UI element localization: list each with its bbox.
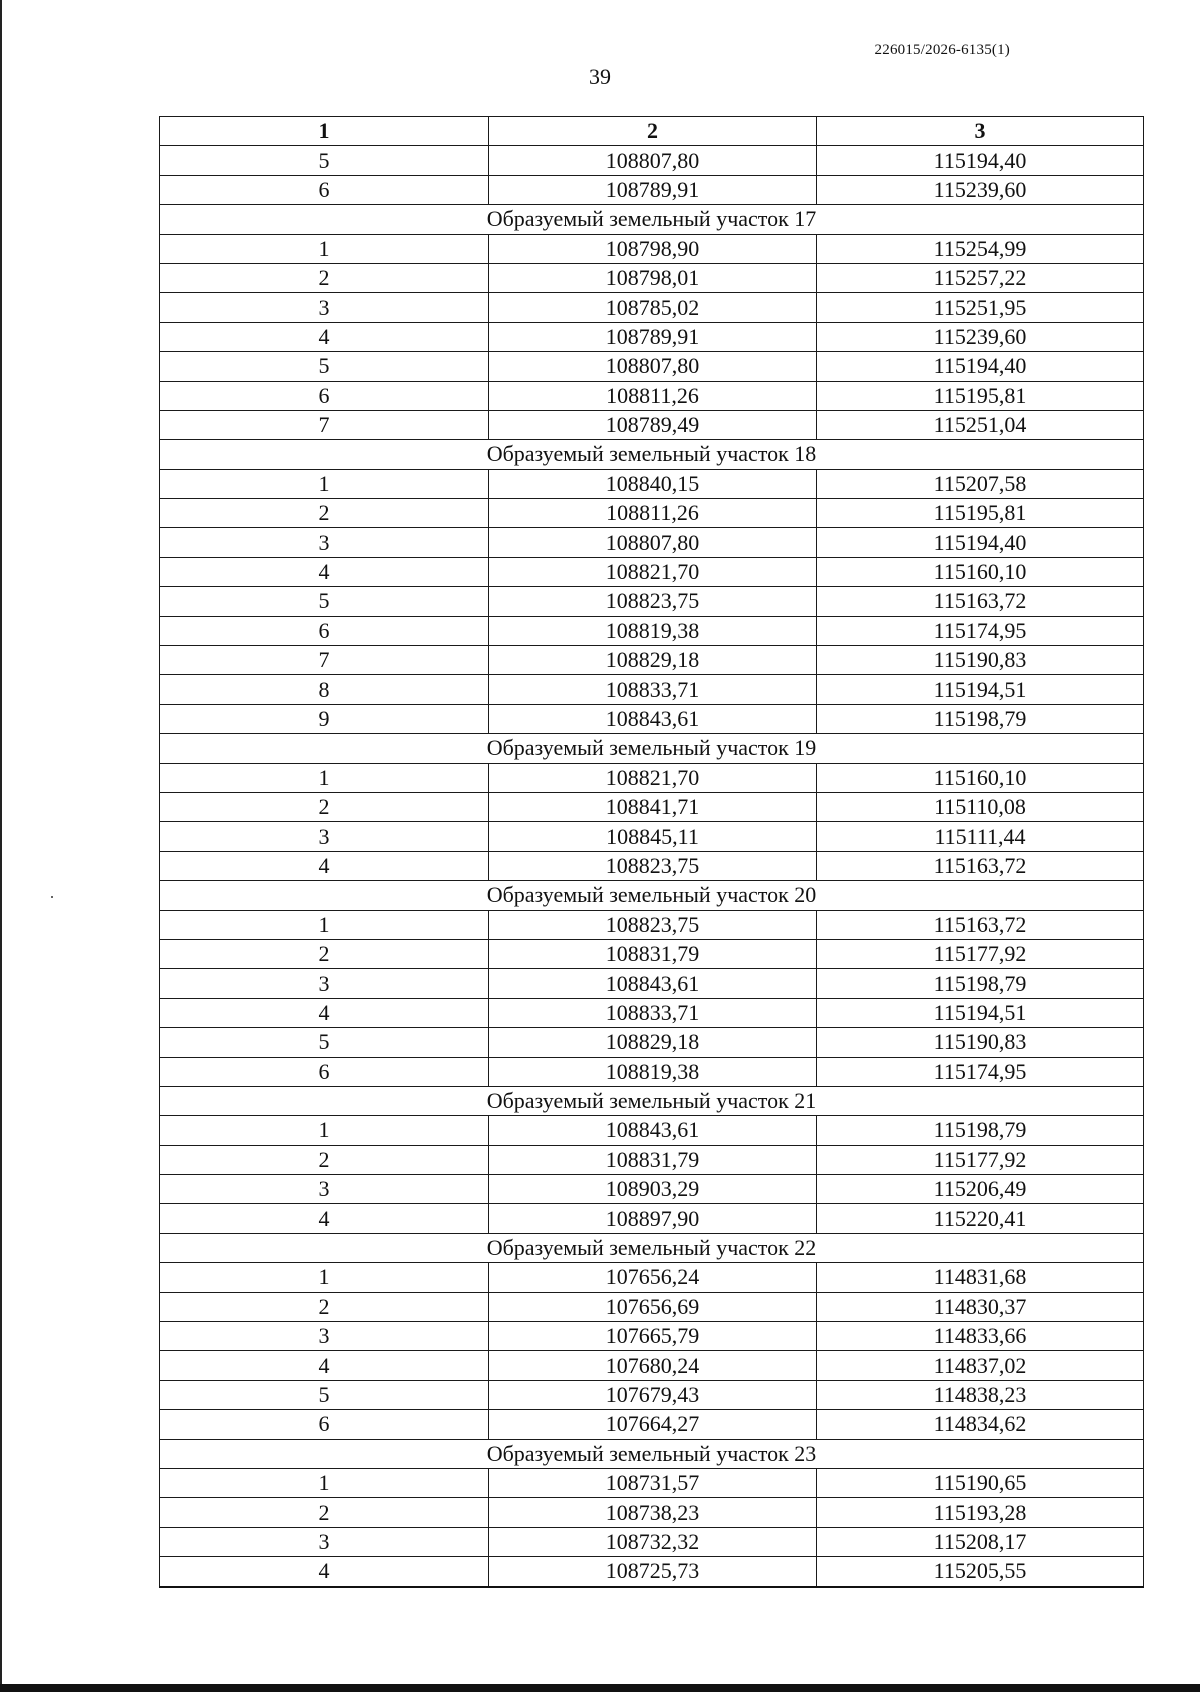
point-number-cell: 2	[160, 1145, 489, 1174]
point-number-cell: 2	[160, 499, 489, 528]
x-coordinate-cell: 107679,43	[489, 1380, 817, 1409]
x-coordinate-cell: 108843,61	[489, 704, 817, 733]
y-coordinate-cell: 115194,51	[817, 998, 1144, 1027]
table-row	[160, 1380, 1144, 1409]
point-number-cell: 4	[160, 1204, 489, 1233]
y-coordinate-cell: 115190,83	[817, 646, 1144, 675]
x-coordinate-cell: 108903,29	[489, 1175, 817, 1204]
table-row	[160, 1204, 1144, 1233]
table-row	[160, 998, 1144, 1027]
y-coordinate-cell: 114834,62	[817, 1410, 1144, 1439]
table-row	[160, 1263, 1144, 1292]
y-coordinate-cell: 115220,41	[817, 1204, 1144, 1233]
y-coordinate-cell: 115163,72	[817, 587, 1144, 616]
y-coordinate-cell: 115205,55	[817, 1557, 1144, 1587]
table-row	[160, 469, 1144, 498]
point-number-cell: 7	[160, 646, 489, 675]
section-heading-row	[160, 881, 1144, 910]
table-row	[160, 1527, 1144, 1556]
table-row	[160, 910, 1144, 939]
section-heading-row	[160, 205, 1144, 234]
x-coordinate-cell: 108823,75	[489, 851, 817, 880]
x-coordinate-cell: 107680,24	[489, 1351, 817, 1380]
point-number-cell: 1	[160, 1116, 489, 1145]
x-coordinate-cell: 108807,80	[489, 146, 817, 175]
x-coordinate-cell: 108843,61	[489, 969, 817, 998]
point-number-cell: 3	[160, 528, 489, 557]
section-heading-row	[160, 440, 1144, 469]
point-number-cell: 1	[160, 469, 489, 498]
x-coordinate-cell: 108789,49	[489, 410, 817, 439]
table-row	[160, 1557, 1144, 1587]
y-coordinate-cell: 115239,60	[817, 322, 1144, 351]
table-row	[160, 352, 1144, 381]
x-coordinate-cell: 108823,75	[489, 910, 817, 939]
table-row	[160, 1410, 1144, 1439]
point-number-cell: 5	[160, 1028, 489, 1057]
table-row	[160, 1057, 1144, 1086]
table-row	[160, 499, 1144, 528]
table-row	[160, 1498, 1144, 1527]
table-row	[160, 1116, 1144, 1145]
x-coordinate-cell: 108833,71	[489, 675, 817, 704]
point-number-cell: 1	[160, 910, 489, 939]
column-header-3: 3	[817, 117, 1144, 146]
column-header-2: 2	[489, 117, 817, 146]
x-coordinate-cell: 108831,79	[489, 939, 817, 968]
x-coordinate-cell: 108829,18	[489, 1028, 817, 1057]
point-number-cell: 4	[160, 998, 489, 1027]
y-coordinate-cell: 115194,40	[817, 146, 1144, 175]
y-coordinate-cell: 115239,60	[817, 175, 1144, 204]
table-body	[160, 146, 1144, 1587]
point-number-cell: 6	[160, 381, 489, 410]
table-row	[160, 1028, 1144, 1057]
point-number-cell: 5	[160, 587, 489, 616]
section-title: Образуемый земельный участок 23	[160, 1439, 1144, 1468]
x-coordinate-cell: 108738,23	[489, 1498, 817, 1527]
x-coordinate-cell: 108725,73	[489, 1557, 817, 1587]
y-coordinate-cell: 115254,99	[817, 234, 1144, 263]
x-coordinate-cell: 108840,15	[489, 469, 817, 498]
y-coordinate-cell: 115190,65	[817, 1468, 1144, 1497]
y-coordinate-cell: 115207,58	[817, 469, 1144, 498]
x-coordinate-cell: 108821,70	[489, 763, 817, 792]
table-row	[160, 410, 1144, 439]
table-row	[160, 146, 1144, 175]
x-coordinate-cell: 108843,61	[489, 1116, 817, 1145]
x-coordinate-cell: 108897,90	[489, 1204, 817, 1233]
y-coordinate-cell: 115194,40	[817, 352, 1144, 381]
table-row	[160, 587, 1144, 616]
y-coordinate-cell: 115110,08	[817, 792, 1144, 821]
y-coordinate-cell: 115251,04	[817, 410, 1144, 439]
y-coordinate-cell: 115193,28	[817, 1498, 1144, 1527]
y-coordinate-cell: 115208,17	[817, 1527, 1144, 1556]
point-number-cell: 4	[160, 557, 489, 586]
x-coordinate-cell: 108819,38	[489, 1057, 817, 1086]
scan-left-edge	[0, 0, 2, 1692]
section-title: Образуемый земельный участок 18	[160, 440, 1144, 469]
y-coordinate-cell: 115160,10	[817, 557, 1144, 586]
y-coordinate-cell: 114837,02	[817, 1351, 1144, 1380]
table-row	[160, 234, 1144, 263]
x-coordinate-cell: 108831,79	[489, 1145, 817, 1174]
header-row	[160, 117, 1144, 146]
point-number-cell: 4	[160, 851, 489, 880]
y-coordinate-cell: 115198,79	[817, 704, 1144, 733]
x-coordinate-cell: 108823,75	[489, 587, 817, 616]
x-coordinate-cell: 108785,02	[489, 293, 817, 322]
y-coordinate-cell: 115195,81	[817, 499, 1144, 528]
y-coordinate-cell: 114838,23	[817, 1380, 1144, 1409]
table-row	[160, 704, 1144, 733]
y-coordinate-cell: 115195,81	[817, 381, 1144, 410]
y-coordinate-cell: 115251,95	[817, 293, 1144, 322]
page-number: 39	[589, 64, 611, 89]
y-coordinate-cell: 115194,51	[817, 675, 1144, 704]
section-heading-row	[160, 1233, 1144, 1262]
point-number-cell: 3	[160, 1175, 489, 1204]
point-number-cell: 4	[160, 322, 489, 351]
point-number-cell: 2	[160, 1292, 489, 1321]
table-row	[160, 263, 1144, 292]
x-coordinate-cell: 108833,71	[489, 998, 817, 1027]
point-number-cell: 1	[160, 763, 489, 792]
table-row	[160, 557, 1144, 586]
scan-speck	[51, 896, 53, 898]
x-coordinate-cell: 108829,18	[489, 646, 817, 675]
x-coordinate-cell: 108789,91	[489, 175, 817, 204]
x-coordinate-cell: 108811,26	[489, 499, 817, 528]
point-number-cell: 6	[160, 1057, 489, 1086]
point-number-cell: 3	[160, 1322, 489, 1351]
x-coordinate-cell: 108789,91	[489, 322, 817, 351]
x-coordinate-cell: 108841,71	[489, 792, 817, 821]
x-coordinate-cell: 108821,70	[489, 557, 817, 586]
point-number-cell: 5	[160, 352, 489, 381]
point-number-cell: 5	[160, 1380, 489, 1409]
table-row	[160, 792, 1144, 821]
section-heading-row	[160, 734, 1144, 763]
y-coordinate-cell: 115257,22	[817, 263, 1144, 292]
x-coordinate-cell: 108811,26	[489, 381, 817, 410]
x-coordinate-cell: 108819,38	[489, 616, 817, 645]
point-number-cell: 4	[160, 1351, 489, 1380]
point-number-cell: 3	[160, 822, 489, 851]
section-heading-row	[160, 1439, 1144, 1468]
section-title: Образуемый земельный участок 22	[160, 1233, 1144, 1262]
point-number-cell: 7	[160, 410, 489, 439]
point-number-cell: 3	[160, 293, 489, 322]
y-coordinate-cell: 115190,83	[817, 1028, 1144, 1057]
table-row	[160, 1468, 1144, 1497]
y-coordinate-cell: 115163,72	[817, 910, 1144, 939]
x-coordinate-cell: 108798,90	[489, 234, 817, 263]
point-number-cell: 3	[160, 969, 489, 998]
y-coordinate-cell: 114833,66	[817, 1322, 1144, 1351]
point-number-cell: 8	[160, 675, 489, 704]
y-coordinate-cell: 115160,10	[817, 763, 1144, 792]
point-number-cell: 2	[160, 792, 489, 821]
table-row	[160, 1145, 1144, 1174]
point-number-cell: 5	[160, 146, 489, 175]
x-coordinate-cell: 108798,01	[489, 263, 817, 292]
table-row	[160, 1175, 1144, 1204]
y-coordinate-cell: 115206,49	[817, 1175, 1144, 1204]
point-number-cell: 1	[160, 1468, 489, 1497]
table-row	[160, 851, 1144, 880]
table-row	[160, 1322, 1144, 1351]
point-number-cell: 3	[160, 1527, 489, 1556]
section-title: Образуемый земельный участок 20	[160, 881, 1144, 910]
point-number-cell: 9	[160, 704, 489, 733]
x-coordinate-cell: 107665,79	[489, 1322, 817, 1351]
x-coordinate-cell: 108731,57	[489, 1468, 817, 1497]
y-coordinate-cell: 114830,37	[817, 1292, 1144, 1321]
x-coordinate-cell: 108845,11	[489, 822, 817, 851]
y-coordinate-cell: 115177,92	[817, 1145, 1144, 1174]
section-heading-row	[160, 1086, 1144, 1115]
table-row	[160, 822, 1144, 851]
point-number-cell: 1	[160, 1263, 489, 1292]
table-row	[160, 939, 1144, 968]
y-coordinate-cell: 115194,40	[817, 528, 1144, 557]
x-coordinate-cell: 108732,32	[489, 1527, 817, 1556]
table-row	[160, 969, 1144, 998]
table-row	[160, 763, 1144, 792]
y-coordinate-cell: 115174,95	[817, 1057, 1144, 1086]
point-number-cell: 1	[160, 234, 489, 263]
y-coordinate-cell: 115111,44	[817, 822, 1144, 851]
y-coordinate-cell: 115177,92	[817, 939, 1144, 968]
y-coordinate-cell: 115174,95	[817, 616, 1144, 645]
scan-bottom-edge	[0, 1684, 1200, 1692]
section-title: Образуемый земельный участок 17	[160, 205, 1144, 234]
section-title: Образуемый земельный участок 21	[160, 1086, 1144, 1115]
table-row	[160, 1351, 1144, 1380]
table-row	[160, 322, 1144, 351]
section-title: Образуемый земельный участок 19	[160, 734, 1144, 763]
y-coordinate-cell: 114831,68	[817, 1263, 1144, 1292]
column-header-1: 1	[160, 117, 489, 146]
y-coordinate-cell: 115198,79	[817, 1116, 1144, 1145]
table-row	[160, 1292, 1144, 1321]
table-row	[160, 293, 1144, 322]
table-row	[160, 175, 1144, 204]
point-number-cell: 6	[160, 616, 489, 645]
x-coordinate-cell: 107656,24	[489, 1263, 817, 1292]
table-header	[160, 117, 1144, 146]
table-row	[160, 381, 1144, 410]
table-row	[160, 616, 1144, 645]
table-row	[160, 675, 1144, 704]
table-row	[160, 646, 1144, 675]
table-row	[160, 528, 1144, 557]
point-number-cell: 2	[160, 939, 489, 968]
document-id: 226015/2026-6135(1)	[874, 42, 1010, 58]
coordinates-table	[159, 116, 1144, 1588]
x-coordinate-cell: 107664,27	[489, 1410, 817, 1439]
point-number-cell: 4	[160, 1557, 489, 1587]
point-number-cell: 2	[160, 1498, 489, 1527]
y-coordinate-cell: 115198,79	[817, 969, 1144, 998]
point-number-cell: 6	[160, 175, 489, 204]
y-coordinate-cell: 115163,72	[817, 851, 1144, 880]
point-number-cell: 6	[160, 1410, 489, 1439]
x-coordinate-cell: 108807,80	[489, 352, 817, 381]
x-coordinate-cell: 107656,69	[489, 1292, 817, 1321]
point-number-cell: 2	[160, 263, 489, 292]
x-coordinate-cell: 108807,80	[489, 528, 817, 557]
